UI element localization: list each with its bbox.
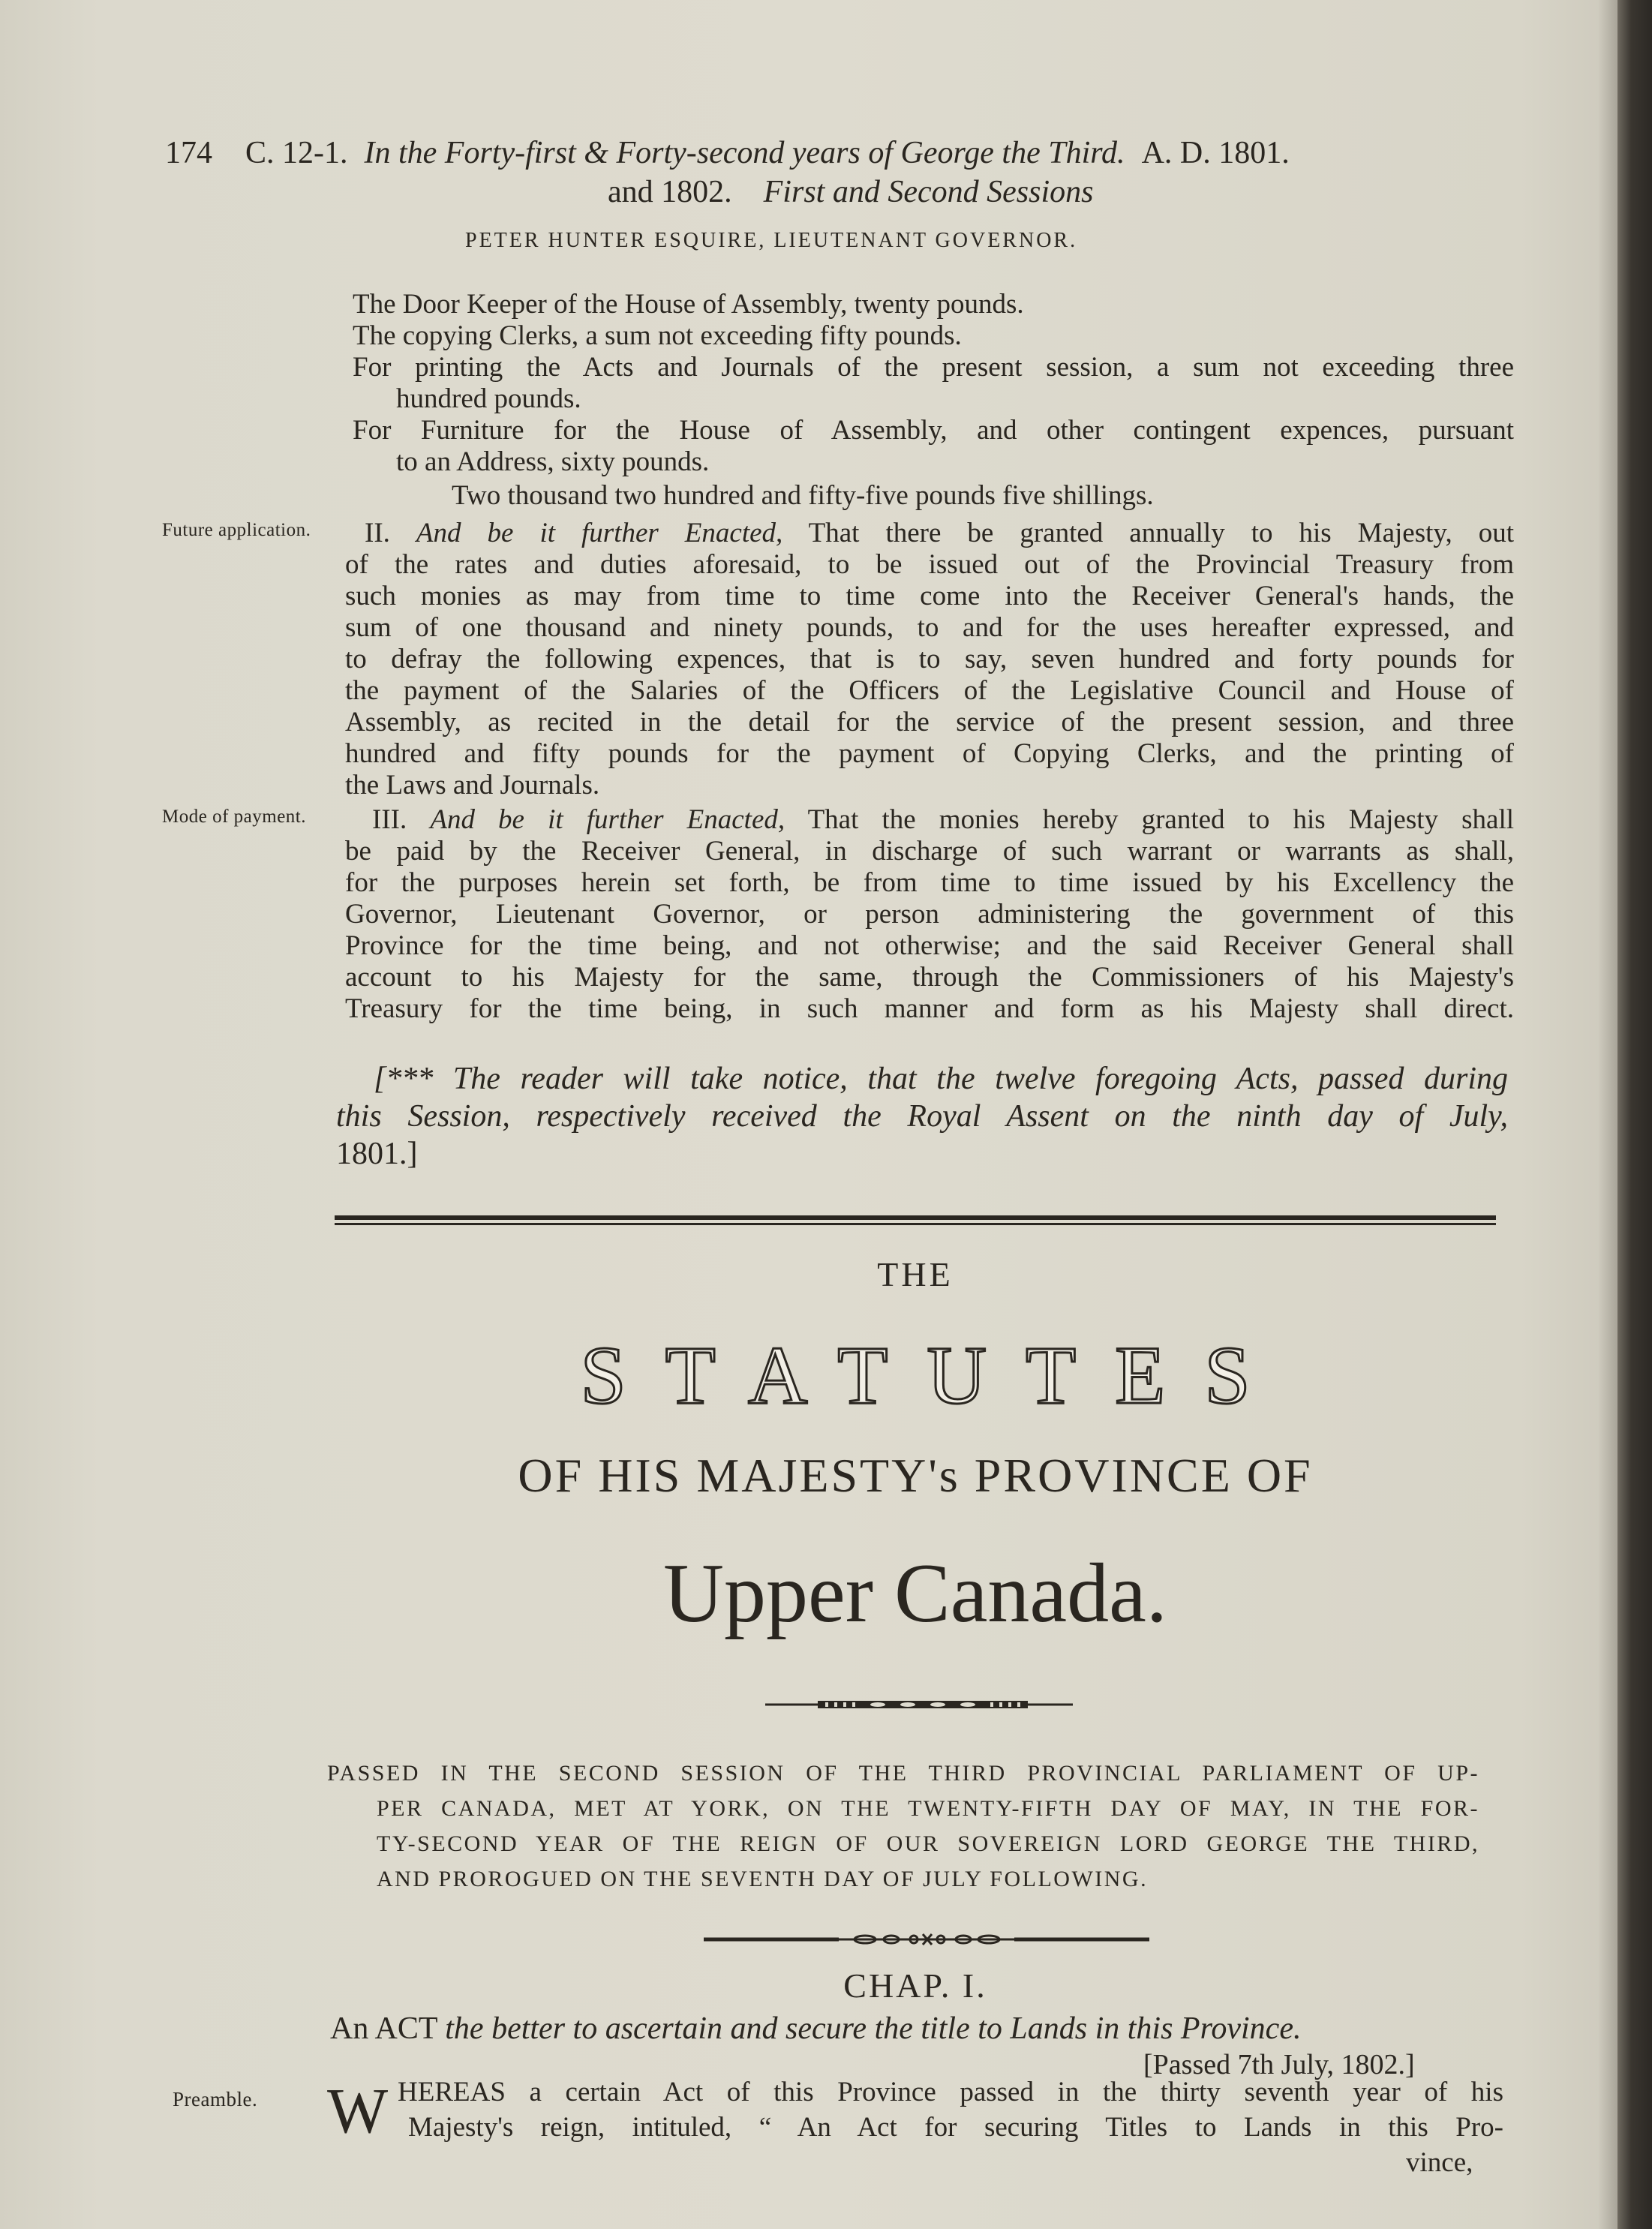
assent-notice-line (336, 1136, 418, 1172)
session-description-line: PASSED IN THE SECOND SESSION OF THE THIRD PROVINCIAL PARLIAMENT OF UP- (327, 1761, 1479, 1786)
item-printing-cont: hundred pounds. (396, 383, 581, 414)
page-gutter-shadow (1598, 0, 1617, 2229)
section-3-line: be paid by the Receiver General, in discharge of such warrant or warrants as shall, (345, 836, 1514, 867)
item-copying-clerks: The copying Clerks, a sum not exceeding fifty pounds. (353, 320, 962, 351)
item-furniture: For Furniture for the House of Assembly, and other contingent expences, pursuant (353, 415, 1514, 446)
section-3-text: That the monies hereby granted to his Majesty shall (807, 804, 1515, 835)
anno-domini: A. D. 1801. (1141, 136, 1290, 170)
session-description-line: TY-SECOND YEAR OF THE REIGN OF OUR SOVEREIGN LORD GEORGE THE THIRD, (377, 1831, 1479, 1856)
assent-notice-year: 1801.] (336, 1137, 418, 1171)
margin-note-future-application: Future application. (162, 520, 311, 540)
section-3-enacting: And be it further Enacted, (430, 804, 785, 835)
section-2-line: of the rates and duties aforesaid, to be issued out of the Provincial Treasury from (345, 549, 1514, 580)
section-3-line (372, 804, 1514, 836)
header-year-1802: and 1802. (608, 175, 732, 209)
section-2-line: the payment of the Salaries of the Officers of the Legislative Council and House of (345, 675, 1514, 706)
act-title-text: the better to ascertain and secure the title to Lands in this Province. (445, 2011, 1302, 2046)
section-2-line: sum of one thousand and ninety pounds, to and for the uses hereafter expressed, and (345, 612, 1514, 643)
section-2-line: hundred and fifty pounds for the payment of Copying Clerks, and the printing of (345, 738, 1514, 769)
preamble-line: vince, (1406, 2147, 1473, 2178)
passed-date: [Passed 7th July, 1802.] (1143, 2049, 1415, 2080)
chapter-heading: CHAP. I. (843, 1966, 987, 2005)
title-province: OF HIS MAJESTY's PROVINCE OF (518, 1449, 1313, 1502)
title-the: THE (877, 1255, 954, 1293)
item-furniture-cont: to an Address, sixty pounds. (396, 446, 710, 477)
running-header-line2 (608, 174, 1283, 210)
assent-notice-line: this Session, respectively received the Royal Assent on the ninth day of July, (336, 1099, 1508, 1134)
section-2-text: That there be granted annually to his Majesty, out (808, 518, 1515, 548)
section-2-line: the Laws and Journals. (345, 770, 600, 801)
section-3-number: III. (372, 804, 407, 835)
title-upper-canada: Upper Canada. (663, 1547, 1167, 1640)
margin-note-mode-of-payment: Mode of payment. (162, 807, 306, 827)
preamble-line: Majesty's reign, intituled, “ An Act for securing Titles to Lands in this Pro- (408, 2112, 1503, 2143)
section-2-line: such monies as may from time to time come into the Receiver General's hands, the (345, 581, 1514, 611)
section-3-line: Governor, Lieutenant Governor, or person administering the government of this (345, 899, 1514, 930)
section-2-line (365, 518, 1514, 549)
section-2-line: Assembly, as recited in the detail for the service of the present session, and three (345, 707, 1514, 737)
running-header (165, 135, 1530, 171)
section-2-line: to defray the following expences, that is to say, seven hundred and forty pounds for (345, 644, 1514, 674)
session-description-line: AND PROROGUED ON THE SEVENTH DAY OF JULY FOLLOWING. (377, 1867, 1149, 1891)
ornamental-rule-icon (704, 1933, 1149, 1946)
act-title (330, 2011, 1500, 2047)
section-3-line: account to his Majesty for the same, through the Commissioners of his Majesty's (345, 962, 1514, 993)
margin-note-preamble: Preamble. (173, 2088, 258, 2110)
regnal-years: In the Forty-first & Forty-second years of George the Third. (364, 136, 1125, 170)
section-3-line: Treasury for the time being, in such manner and form as his Majesty shall direct. (345, 993, 1514, 1024)
assent-notice-line: [*** The reader will take notice, that the twelve foregoing Acts, passed during (374, 1062, 1508, 1096)
title-statutes: STATUTES (580, 1329, 1290, 1421)
governor-line: PETER HUNTER ESQUIRE, LIEUTENANT GOVERNOR. (465, 229, 1078, 252)
ornamental-rule-icon (765, 1697, 1080, 1712)
item-door-keeper: The Door Keeper of the House of Assembly, twenty pounds. (353, 289, 1024, 320)
section-2-number: II. (365, 518, 390, 548)
section-divider-rule (335, 1215, 1496, 1225)
item-printing: For printing the Acts and Journals of the present session, a sum not exceeding three (353, 352, 1514, 383)
chapter-reference: C. 12-1. (245, 136, 348, 170)
header-sessions: First and Second Sessions (763, 175, 1094, 209)
section-3-line: Province for the time being, and not otherwise; and the said Receiver General shall (345, 930, 1514, 961)
session-description-line: PER CANADA, MET AT YORK, ON THE TWENTY-FIFTH DAY OF MAY, IN THE FOR- (377, 1796, 1479, 1821)
book-gutter (1617, 0, 1652, 2229)
page-number: 174 (165, 136, 212, 170)
drop-cap: W (327, 2074, 389, 2146)
act-prefix: An ACT (330, 2011, 437, 2046)
item-total: Two thousand two hundred and fifty-five pounds five shillings. (452, 480, 1154, 511)
preamble-line: HEREAS a certain Act of this Province passed in the thirty seventh year of his (398, 2077, 1503, 2107)
section-3-line: for the purposes herein set forth, be from time to time issued by his Excellency the (345, 867, 1514, 898)
section-2-enacting: And be it further Enacted, (416, 518, 783, 548)
